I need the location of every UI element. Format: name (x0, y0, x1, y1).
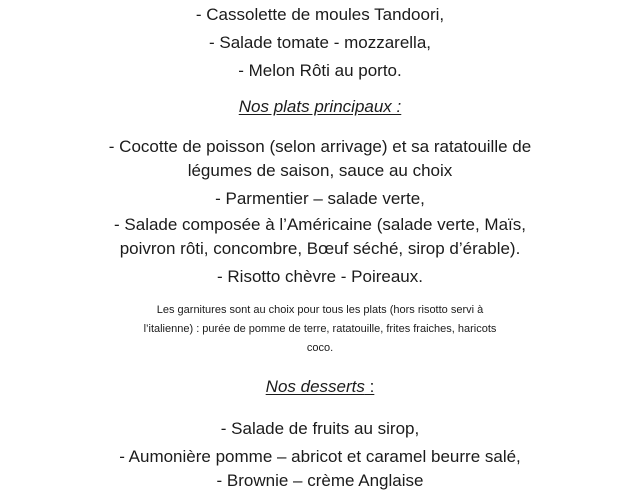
starter-item-2: - Salade tomate - mozzarella, (208, 33, 432, 52)
garnish-note-line-1: Les garnitures sont au choix pour tous les plats (hors risotto servi à (156, 304, 484, 316)
garnish-note-line-2: l’italienne) : purée de pomme de terre, ratatouille, frites fraiches, haricots (143, 323, 497, 335)
dessert-item-1: - Salade de fruits au sirop, (220, 419, 420, 438)
main-item-2: - Parmentier – salade verte, (215, 189, 425, 208)
starter-item-3: - Melon Rôti au porto. (238, 61, 402, 80)
main-item-4: - Risotto chèvre - Poireaux. (217, 267, 423, 286)
main-item-1-line-2: légumes de saison, sauce au choix (187, 161, 453, 180)
main-item-1-line-1: - Cocotte de poisson (selon arrivage) et sa ratatouille de (108, 137, 532, 156)
dessert-item-3: - Brownie – crème Anglaise (216, 471, 424, 490)
dessert-item-2: - Aumonière pomme – abricot et caramel beurre salé, (119, 447, 521, 466)
desserts-heading-colon: : (364, 377, 375, 396)
starter-item-1: - Cassolette de moules Tandoori, (195, 5, 445, 24)
main-item-3-line-2: poivron rôti, concombre, Bœuf séché, sirop d’érable). (119, 239, 521, 258)
desserts-heading (0, 376, 640, 398)
garnish-note-line-3: coco. (306, 342, 334, 354)
mains-heading: Nos plats principaux : (238, 97, 402, 116)
desserts-heading-text: Nos desserts (265, 377, 365, 396)
main-item-3-line-1: - Salade composée à l’Américaine (salade verte, Maïs, (114, 215, 526, 234)
